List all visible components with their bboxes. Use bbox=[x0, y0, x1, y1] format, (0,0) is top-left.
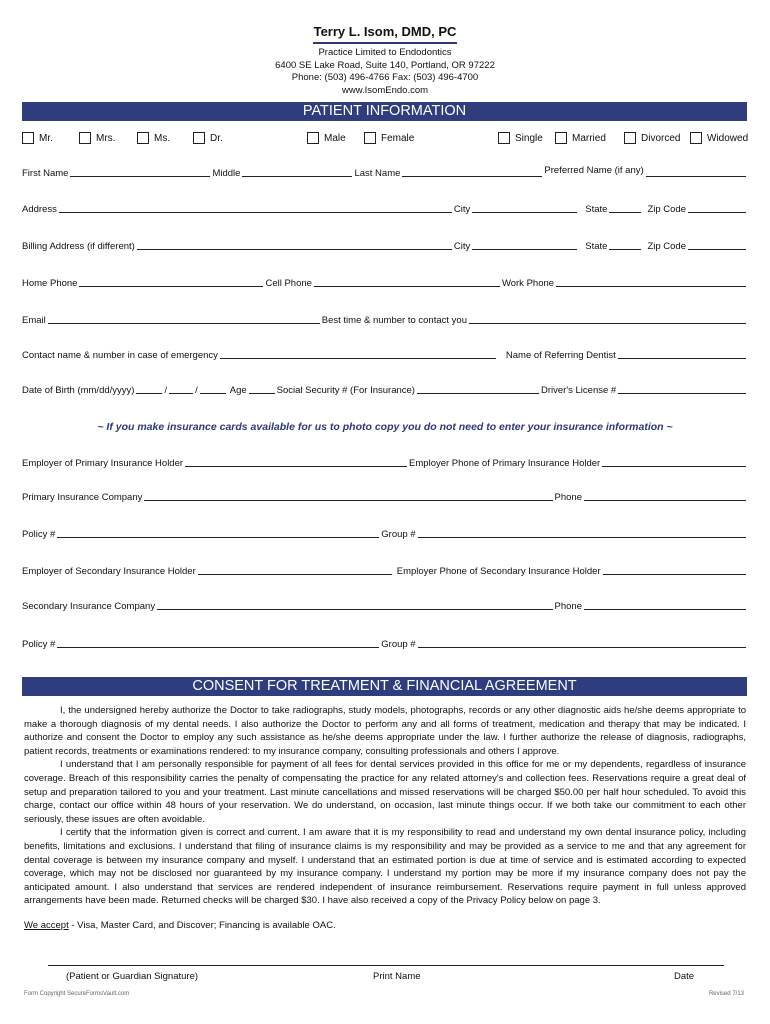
work-phone-field[interactable] bbox=[556, 286, 746, 287]
preferred-name-label: Preferred Name (if any) bbox=[544, 165, 644, 176]
patient-signature-label: (Patient or Guardian Signature) bbox=[66, 971, 199, 982]
checkbox-label: Ms. bbox=[154, 132, 171, 144]
header-divider bbox=[313, 42, 457, 44]
secondary-employer-row bbox=[22, 563, 748, 577]
checkbox-label: Widowed bbox=[707, 132, 749, 144]
city-field[interactable] bbox=[472, 212, 577, 213]
dob-separator: / bbox=[195, 385, 198, 396]
drivers-license-field[interactable] bbox=[618, 393, 746, 394]
primary-group-field[interactable] bbox=[418, 537, 746, 538]
state-label: State bbox=[585, 204, 608, 215]
checkbox-label: Divorced bbox=[641, 132, 681, 144]
address-row bbox=[22, 201, 748, 215]
address-label: Address bbox=[22, 204, 57, 215]
primary-group-label: Group # bbox=[381, 529, 416, 540]
primary-employer-phone-label: Employer Phone of Primary Insurance Holder bbox=[409, 458, 601, 469]
primary-company-field[interactable] bbox=[144, 500, 552, 501]
emergency-contact-field[interactable] bbox=[220, 358, 496, 359]
primary-policy-field[interactable] bbox=[57, 537, 379, 538]
preferred-name-field[interactable] bbox=[646, 176, 746, 177]
gender-female-checkbox[interactable] bbox=[364, 131, 414, 145]
zip-field[interactable] bbox=[688, 212, 746, 213]
checkbox-label: Male bbox=[324, 132, 346, 144]
secondary-employer-field[interactable] bbox=[198, 574, 392, 575]
zip-label: Zip Code bbox=[647, 204, 686, 215]
practice-website[interactable]: www.IsomEndo.com bbox=[341, 85, 429, 96]
checkbox-box[interactable] bbox=[498, 132, 510, 144]
billing-zip-label: Zip Code bbox=[647, 241, 686, 252]
checkbox-box[interactable] bbox=[79, 132, 91, 144]
checkbox-box[interactable] bbox=[624, 132, 636, 144]
primary-employer-row bbox=[22, 455, 748, 469]
primary-phone-field[interactable] bbox=[584, 500, 746, 501]
primary-employer-field[interactable] bbox=[185, 466, 407, 467]
billing-zip-field[interactable] bbox=[688, 249, 746, 250]
last-name-field[interactable] bbox=[402, 176, 542, 177]
secondary-phone-label: Phone bbox=[554, 601, 582, 612]
secondary-company-label: Secondary Insurance Company bbox=[22, 601, 156, 612]
checkbox-box[interactable] bbox=[690, 132, 702, 144]
checkbox-box[interactable] bbox=[137, 132, 149, 144]
best-time-label: Best time & number to contact you bbox=[321, 315, 467, 326]
dob-row bbox=[22, 382, 748, 396]
footer-revision: Revised 7/13 bbox=[708, 991, 744, 997]
payment-methods-text: - Visa, Master Card, and Discover; Financing is available OAC. bbox=[68, 920, 336, 931]
dob-year-field[interactable] bbox=[200, 393, 226, 394]
checkbox-label: Single bbox=[515, 132, 543, 144]
ssn-label: Social Security # (For Insurance) bbox=[276, 385, 415, 396]
middle-name-label: Middle bbox=[212, 168, 241, 179]
primary-policy-label: Policy # bbox=[22, 529, 56, 540]
cell-phone-field[interactable] bbox=[314, 286, 500, 287]
secondary-group-label: Group # bbox=[381, 639, 416, 650]
billing-address-field[interactable] bbox=[137, 249, 452, 250]
secondary-group-field[interactable] bbox=[418, 647, 746, 648]
practice-name: Terry L. Isom, DMD, PC bbox=[313, 24, 457, 39]
we-accept-label: We accept bbox=[24, 920, 69, 931]
footer-copyright: Form Copyright SecureFormsVault.com bbox=[24, 991, 130, 997]
checkbox-box[interactable] bbox=[364, 132, 376, 144]
primary-company-row bbox=[22, 489, 748, 503]
patient-information-heading: PATIENT INFORMATION bbox=[22, 102, 747, 121]
billing-state-label: State bbox=[585, 241, 608, 252]
address-field[interactable] bbox=[59, 212, 452, 213]
secondary-policy-row bbox=[22, 636, 748, 650]
billing-city-field[interactable] bbox=[472, 249, 577, 250]
email-label: Email bbox=[22, 315, 46, 326]
emergency-row bbox=[22, 347, 748, 361]
home-phone-field[interactable] bbox=[79, 286, 263, 287]
checkbox-label: Mr. bbox=[39, 132, 53, 144]
billing-address-label: Billing Address (if different) bbox=[22, 241, 135, 252]
gender-male-checkbox[interactable] bbox=[307, 131, 346, 145]
checkbox-label: Female bbox=[381, 132, 415, 144]
checkbox-box[interactable] bbox=[193, 132, 205, 144]
practice-address: 6400 SE Lake Road, Suite 140, Portland, OR 97222 bbox=[275, 60, 495, 71]
work-phone-label: Work Phone bbox=[501, 278, 555, 289]
secondary-company-row bbox=[22, 598, 748, 612]
marital-married-checkbox[interactable] bbox=[555, 131, 606, 145]
referring-dentist-field[interactable] bbox=[618, 358, 746, 359]
ssn-field[interactable] bbox=[417, 393, 539, 394]
signature-line[interactable] bbox=[48, 965, 724, 966]
primary-phone-label: Phone bbox=[554, 492, 582, 503]
first-name-field[interactable] bbox=[70, 176, 210, 177]
name-row bbox=[22, 165, 748, 179]
print-name-label: Print Name bbox=[373, 971, 421, 982]
secondary-policy-field[interactable] bbox=[57, 647, 379, 648]
primary-employer-phone-field[interactable] bbox=[602, 466, 746, 467]
checkbox-label: Mrs. bbox=[96, 132, 116, 144]
marital-divorced-checkbox[interactable] bbox=[624, 131, 680, 145]
middle-name-field[interactable] bbox=[242, 176, 352, 177]
last-name-label: Last Name bbox=[354, 168, 401, 179]
consent-paragraph-insurance: I certify that the information given is correct and current. I am aware that it is my responsibility to read and understand my own dental insurance policy, including benefits, limitations and exclusions. I understand that filing of insurance claims is my responsibility and may be provided as a service to me and that any agreement for dental coverage is between my insurance company and myself. I understand that an estimated portion is due at time of service and is estimated according to expected coverage, which may not be disclosed nor guaranteed by my insurance company. I understand my portion may be more if my insurance company does not pay the anticipated amount. I also understand that services are rendered independent of insurance reimbursement. Reservations require payment in full unless approved arrangements have been made. Returned checks will be charged $30. I have also received a copy of the Privacy Policy below on page 3. bbox=[24, 827, 746, 907]
billing-address-row bbox=[22, 238, 748, 252]
payment-methods bbox=[24, 920, 336, 931]
title-ms-checkbox[interactable] bbox=[137, 131, 170, 145]
email-row bbox=[22, 312, 748, 326]
first-name-label: First Name bbox=[22, 168, 69, 179]
primary-company-label: Primary Insurance Company bbox=[22, 492, 143, 503]
email-field[interactable] bbox=[48, 323, 320, 324]
checkbox-label: Dr. bbox=[210, 132, 223, 144]
practice-specialty: Practice Limited to Endodontics bbox=[318, 47, 452, 58]
secondary-policy-label: Policy # bbox=[22, 639, 56, 650]
secondary-employer-label: Employer of Secondary Insurance Holder bbox=[22, 566, 196, 577]
checkbox-label: Married bbox=[572, 132, 606, 144]
title-mrs-checkbox[interactable] bbox=[79, 131, 115, 145]
city-label: City bbox=[453, 204, 471, 215]
consent-text bbox=[24, 704, 746, 908]
secondary-company-field[interactable] bbox=[157, 609, 552, 610]
primary-employer-label: Employer of Primary Insurance Holder bbox=[22, 458, 184, 469]
age-field[interactable] bbox=[249, 393, 275, 394]
checkbox-box[interactable] bbox=[307, 132, 319, 144]
checkbox-box[interactable] bbox=[22, 132, 34, 144]
title-dr-checkbox[interactable] bbox=[193, 131, 223, 145]
insurance-note: ~ If you make insurance cards available for us to photo copy you do not need to enter your insurance information ~ bbox=[97, 421, 673, 433]
age-label: Age bbox=[229, 385, 247, 396]
secondary-employer-phone-label: Employer Phone of Secondary Insurance Holder bbox=[396, 566, 601, 577]
primary-policy-row bbox=[22, 526, 748, 540]
dob-separator: / bbox=[164, 385, 168, 396]
home-phone-label: Home Phone bbox=[22, 278, 78, 289]
title-mr-checkbox[interactable] bbox=[22, 131, 53, 145]
dob-month-field[interactable] bbox=[136, 393, 162, 394]
marital-single-checkbox[interactable] bbox=[498, 131, 543, 145]
dob-day-field[interactable] bbox=[169, 393, 193, 394]
dob-label: Date of Birth (mm/dd/yyyy) bbox=[22, 385, 135, 396]
secondary-employer-phone-field[interactable] bbox=[603, 574, 746, 575]
billing-state-field[interactable] bbox=[609, 249, 641, 250]
date-label: Date bbox=[674, 971, 695, 982]
cell-phone-label: Cell Phone bbox=[265, 278, 312, 289]
consent-paragraph-payment: I understand that I am personally responsible for payment of all fees for dental services provided in this office for me or my dependents, regardless of insurance coverage. Breach of this responsibility carries the penalty of compensating the practice for any related attorney's and collection fees. Reservations require a great deal of setup and preparation tailored to you and your treatment. Last minute cancellations and missed reservations will be charged $50.00 per half hour scheduled. To avoid this charge, contact our office within 48 hours of your reservation. We do understand, on occasion, last minute things occur. If we both take our commitment to each other seriously, these issues are often avoidable. bbox=[24, 759, 746, 825]
referring-dentist-label: Name of Referring Dentist bbox=[505, 350, 616, 361]
marital-widowed-checkbox[interactable] bbox=[690, 131, 748, 145]
checkbox-box[interactable] bbox=[555, 132, 567, 144]
consent-paragraph-authorization: I, the undersigned hereby authorize the Doctor to take radiographs, study models, photographs, records or any other diagnostic aids he/she deems appropriate to make a thorough diagnosis of my dental needs. I also authorize the Doctor to perform any and all forms of treatment, medication and therapy that may be indicated. I authorize and consent the Doctor to employ any such assistance as he/she deems appropriate under the law. I further authorize the release of diagnosis, radiographs, patient records, treatments or examinations rendered: to my insurance company, consulting professionals and others I approve. bbox=[24, 705, 746, 757]
emergency-contact-label: Contact name & number in case of emergency bbox=[22, 350, 218, 361]
practice-phone: Phone: (503) 496-4766 Fax: (503) 496-4700 bbox=[291, 72, 479, 83]
phones-row bbox=[22, 275, 748, 289]
secondary-phone-field[interactable] bbox=[584, 609, 746, 610]
billing-city-label: City bbox=[453, 241, 471, 252]
consent-heading: CONSENT FOR TREATMENT & FINANCIAL AGREEMENT bbox=[22, 677, 747, 696]
state-field[interactable] bbox=[609, 212, 641, 213]
drivers-license-label: Driver's License # bbox=[540, 385, 617, 396]
best-time-field[interactable] bbox=[469, 323, 746, 324]
